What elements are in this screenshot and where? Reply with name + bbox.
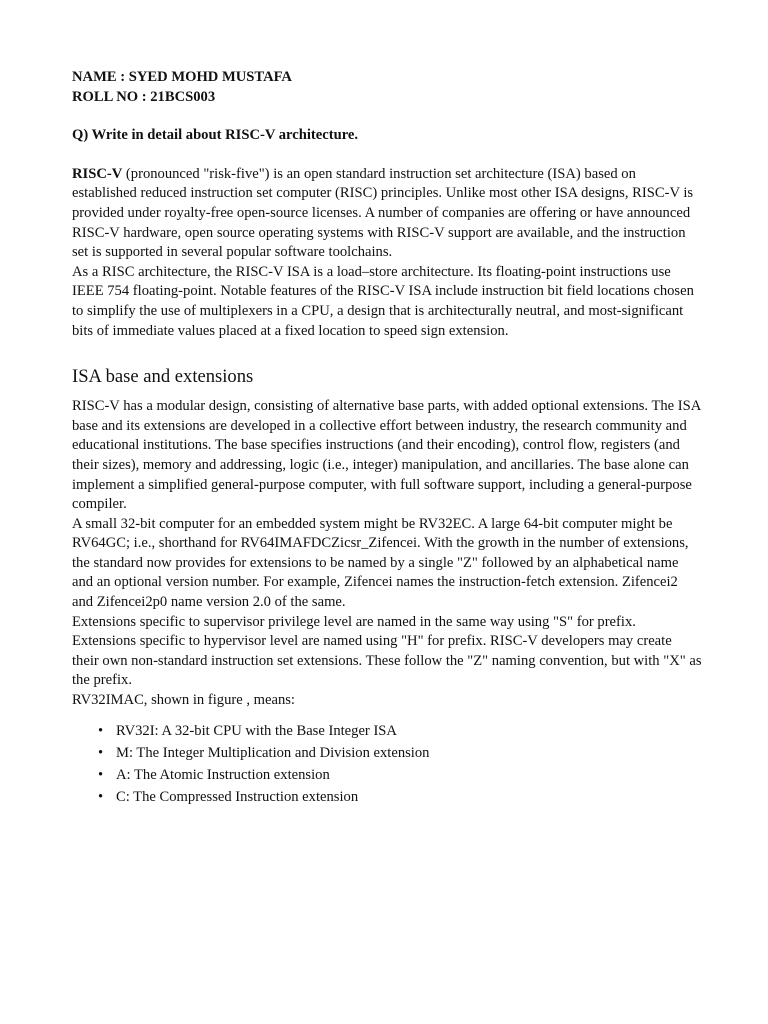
- rv32imac-intro: RV32IMAC, shown in figure , means:: [72, 692, 295, 709]
- list-item: [98, 764, 702, 786]
- naming-paragraph: A small 32-bit computer for an embedded system might be RV32EC. A large 64-bit computer might be RV64GC; i.e., shorthand for RV64IMAFDCZicsr_Zifencei. With the growth in the number of extensions, the standard now provides for extensions to be named by a single "Z" followed by an alphabetical name and an optional version number. For example, Zifencei names the instruction-fetch extension. Zifencei2 and Zifencei2p0 name version 2.0 of the same.: [72, 515, 689, 611]
- list-item: [98, 742, 702, 764]
- student-header: [72, 68, 702, 107]
- list-item-text: M: The Integer Multiplication and Division extension: [116, 744, 430, 761]
- list-item-text: RV32I: A 32-bit CPU with the Base Integer ISA: [116, 722, 397, 739]
- privilege-extensions-paragraph: Extensions specific to supervisor privilege level are named in the same way using "S" for prefix. Extensions specific to hypervisor level are named using "H" for prefix. RISC-V developers may create their own non-standard instruction set extensions. These follow the "Z" naming convention, but with "X" as the prefix.: [72, 613, 702, 689]
- extension-list: [72, 720, 702, 808]
- roll-number: ROLL NO : 21BCS003: [72, 88, 216, 105]
- intro-paragraph: [72, 165, 702, 263]
- list-item: [98, 786, 702, 808]
- intro-text: (pronounced "risk-five") is an open standard instruction set architecture (ISA) based on established reduced instruction set computer (RISC) principles. Unlike most other ISA designs, RISC-V is provided under royalty-free open-source licenses. A number of companies are offering or have announced RISC-V hardware, open source operating systems with RISC-V support are available, and the instruction set is supported in several popular software toolchains.: [72, 165, 694, 261]
- bullet-icon: •: [98, 766, 104, 783]
- bullet-icon: •: [98, 744, 104, 761]
- bullet-icon: •: [98, 788, 104, 805]
- bullet-icon: •: [98, 722, 104, 739]
- intro-term: RISC-V: [72, 165, 123, 182]
- document-page: [72, 68, 702, 808]
- list-item-text: A: The Atomic Instruction extension: [116, 766, 330, 783]
- list-item: [98, 720, 702, 742]
- list-item-text: C: The Compressed Instruction extension: [116, 788, 359, 805]
- section-heading: ISA base and extensions: [72, 366, 254, 388]
- load-store-paragraph: As a RISC architecture, the RISC-V ISA is a load–store architecture. Its floating-point instructions use IEEE 754 floating-point. Notable features of the RISC-V ISA include instruction bit field locations chosen to simplify the use of multiplexers in a CPU, a design that is architecturally neutral, and most-significant bits of immediate values placed at a fixed location to speed sign extension.: [72, 263, 694, 339]
- modular-design-paragraph: RISC-V has a modular design, consisting of alternative base parts, with added optional extensions. The ISA base and its extensions are developed in a collective effort between industry, the research community and educational institutions. The base specifies instructions (and their encoding), control flow, registers (and their sizes), memory and addressing, logic (i.e., integer) manipulation, and ancillaries. The base alone can implement a simplified general-purpose computer, with full software support, including a general-purpose compiler.: [72, 398, 701, 513]
- student-name: NAME : SYED MOHD MUSTAFA: [72, 69, 292, 85]
- question-title: Q) Write in detail about RISC-V architecture.: [72, 127, 359, 144]
